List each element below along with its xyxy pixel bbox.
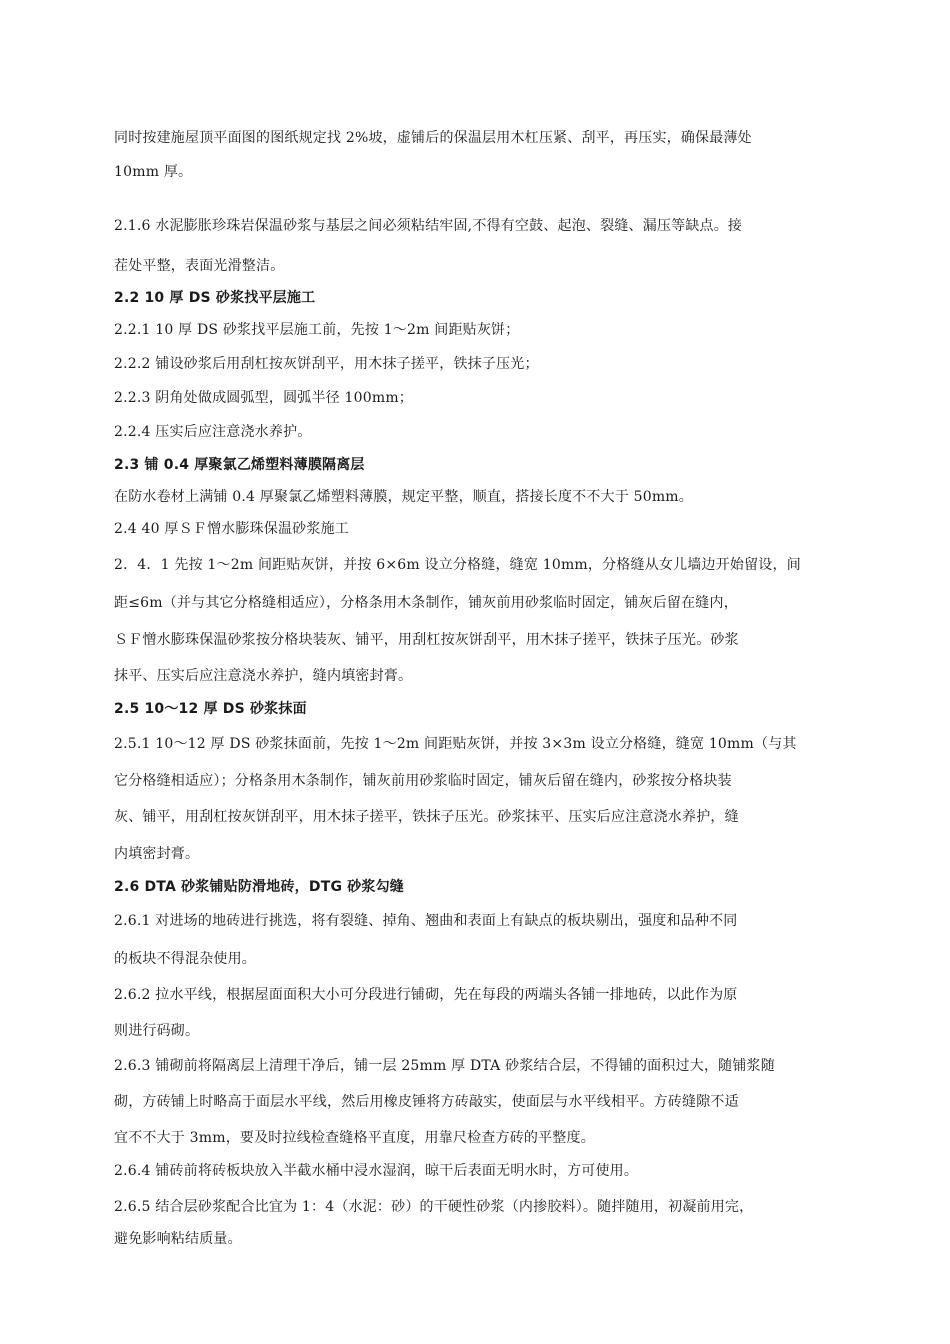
paragraph-line: 砌，方砖铺上时略高于面层水平线，然后用橡皮锤将方砖敲实，使面层与水平线相平。方砖缝隙不适 xyxy=(114,1094,739,1110)
section-heading: 2.3 铺 0.4 厚聚氯乙烯塑料薄膜隔离层 xyxy=(114,457,365,473)
paragraph-line: 2.2.1 10 厚 DS 砂浆找平层施工前，先按 1～2m 间距贴灰饼； xyxy=(114,322,520,338)
paragraph-line: 它分格缝相适应）；分格条用木条制作，铺灰前用砂浆临时固定，铺灰后留在缝内，砂浆按分格块装 xyxy=(114,773,732,789)
paragraph-line: 同时按建施屋顶平面图的图纸规定找 2%坡，虚铺后的保温层用木杠压紧、刮平，再压实，确保最薄处 xyxy=(114,130,752,146)
paragraph-line: ＳＦ憎水膨珠保温砂浆按分格块装灰、铺平，用刮杠按灰饼刮平，用木抹子搓平，铁抹子压光。砂浆 xyxy=(114,632,739,648)
section-heading-plain: 2.4 40 厚ＳＦ憎水膨珠保温砂浆施工 xyxy=(114,521,349,537)
paragraph-line: 2.2.2 铺设砂浆后用刮杠按灰饼刮平，用木抹子搓平，铁抹子压光； xyxy=(114,356,539,372)
paragraph-line: 10mm 厚。 xyxy=(114,164,193,180)
paragraph-line: 茬处平整，表面光滑整洁。 xyxy=(114,258,285,274)
paragraph-line: 避免影响粘结质量。 xyxy=(114,1231,242,1247)
paragraph-line: 灰、铺平，用刮杠按灰饼刮平，用木抹子搓平，铁抹子压光。砂浆抹平、压实后应注意浇水养护，缝 xyxy=(114,809,739,825)
paragraph-line: 2.6.3 铺砌前将隔离层上清理干净后，铺一层 25mm 厚 DTA 砂浆结合层，不得铺的面积过大，随铺浆随 xyxy=(114,1058,775,1074)
paragraph-line: 2.6.5 结合层砂浆配合比宜为 1：4（水泥：砂）的干硬性砂浆（内掺胶料）。随拌随用，初凝前用完， xyxy=(114,1199,754,1215)
paragraph-line: 2.6.1 对进场的地砖进行挑选，将有裂缝、掉角、翘曲和表面上有缺点的板块剔出，强度和品种不同 xyxy=(114,913,738,929)
paragraph-line: 距≤6m（并与其它分格缝相适应），分格条用木条制作，铺灰前用砂浆临时固定，铺灰后留在缝内， xyxy=(114,595,738,611)
paragraph-line: 则进行码砌。 xyxy=(114,1023,200,1039)
paragraph-line: 2.6.4 铺砖前将砖板块放入半截水桶中浸水湿润，晾干后表面无明水时，方可使用。 xyxy=(114,1163,639,1179)
paragraph-line: 2.5.1 10～12 厚 DS 砂浆抹面前，先按 1～2m 间距贴灰饼，并按 3×3m 设立分格缝，缝宽 10mm（与其 xyxy=(114,736,797,752)
paragraph-line: 2．4．1 先按 1～2m 间距贴灰饼，并按 6×6m 设立分格缝，缝宽 10mm，分格缝从女儿墙边开始留设，间 xyxy=(114,557,801,573)
paragraph-line: 2.2.3 阴角处做成圆弧型，圆弧半径 100mm； xyxy=(114,390,413,406)
paragraph-line: 2.6.2 拉水平线，根据屋面面积大小可分段进行铺砌，先在每段的两端头各铺一排地砖，以此作为原 xyxy=(114,987,738,1003)
section-heading: 2.2 10 厚 DS 砂浆找平层施工 xyxy=(114,290,316,306)
section-heading: 2.5 10～12 厚 DS 砂浆抹面 xyxy=(114,701,307,717)
paragraph-line: 在防水卷材上满铺 0.4 厚聚氯乙烯塑料薄膜，规定平整，顺直，搭接长度不不大于 50mm。 xyxy=(114,489,693,505)
paragraph-line: 2.2.4 压实后应注意浇水养护。 xyxy=(114,424,312,440)
paragraph-line: 宜不不大于 3mm，要及时拉线检查缝格平直度，用靠尺检查方砖的平整度。 xyxy=(114,1130,595,1146)
section-heading: 2.6 DTA 砂浆铺贴防滑地砖，DTG 砂浆勾缝 xyxy=(114,879,405,895)
paragraph-line: 的板块不得混杂使用。 xyxy=(114,951,256,967)
paragraph-line: 2.1.6 水泥膨胀珍珠岩保温砂浆与基层之间必须粘结牢固,不得有空鼓、起泡、裂缝、漏压等缺点。接 xyxy=(114,218,743,234)
paragraph-line: 抹平、压实后应注意浇水养护，缝内填密封膏。 xyxy=(114,668,413,684)
paragraph-line: 内填密封膏。 xyxy=(114,846,200,862)
